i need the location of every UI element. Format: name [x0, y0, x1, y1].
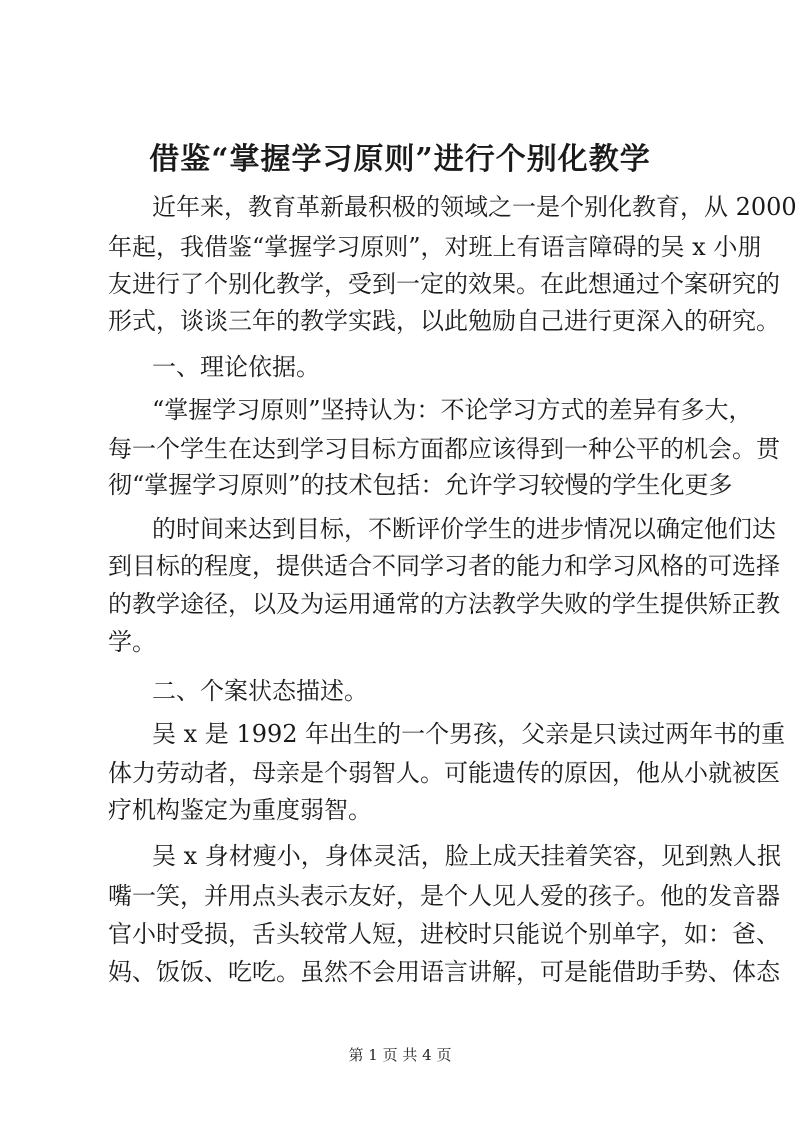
- text-line: 友进行了个别化教学，受到一定的效果。在此想通过个案研究的: [108, 270, 780, 298]
- text-line: 近年来，教育革新最积极的领域之一是个别化教育，从 2000: [152, 193, 797, 221]
- page-footer: 第 1 页 共 4 页: [348, 1046, 452, 1064]
- text-line: 学。: [108, 628, 156, 656]
- text-line: 年起，我借鉴“掌握学习原则”，对班上有语言障碍的吴 x 小朋: [108, 233, 762, 261]
- text-line: 体力劳动者，母亲是个弱智人。可能遗传的原因，他从小就被医: [108, 759, 780, 787]
- text-line: 一、理论依据。: [152, 353, 320, 381]
- document-title: 借鉴“掌握学习原则”进行个别化教学: [149, 142, 651, 177]
- text-line: 疗机构鉴定为重度弱智。: [108, 796, 372, 824]
- text-line: 到目标的程度，提供适合不同学习者的能力和学习风格的可选择: [108, 552, 780, 580]
- text-line: 的教学途径，以及为运用通常的方法教学失败的学生提供矫正教: [108, 590, 780, 618]
- text-line: 官小时受损，舌头较常人短，进校时只能说个别单字，如：爸、: [108, 920, 780, 948]
- text-line: 吴 x 是 1992 年出生的一个男孩，父亲是只读过两年书的重: [152, 720, 786, 748]
- text-line: 嘴一笑，并用点头表示友好，是个人见人爱的孩子。他的发音器: [108, 882, 780, 910]
- text-line: 形式，谈谈三年的教学实践，以此勉励自己进行更深入的研究。: [108, 307, 780, 335]
- text-line: “掌握学习原则”坚持认为：不论学习方式的差异有多大，: [152, 396, 753, 424]
- text-line: 二、个案状态描述。: [152, 677, 368, 705]
- text-line: 每一个学生在达到学习目标方面都应该得到一种公平的机会。贯: [108, 435, 780, 463]
- text-line: 的时间来达到目标，不断评价学生的进步情况以确定他们达: [152, 515, 776, 543]
- text-line: 彻“掌握学习原则”的技术包括：允许学习较慢的学生化更多: [108, 471, 733, 499]
- text-line: 吴 x 身材瘦小，身体灵活，脸上成天挂着笑容，见到熟人抿: [152, 842, 781, 870]
- text-line: 妈、饭饭、吃吃。虽然不会用语言讲解，可是能借助手势、体态: [108, 958, 780, 986]
